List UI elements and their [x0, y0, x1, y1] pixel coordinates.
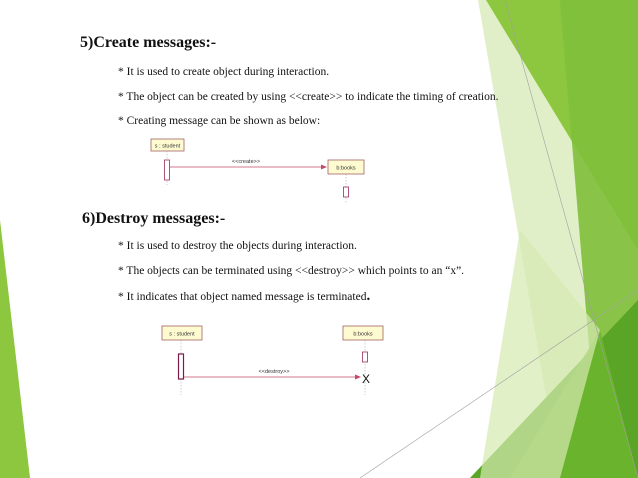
destroy-message-arrowhead [355, 375, 361, 380]
destroy-source-activation [179, 354, 184, 379]
destroy-source-object-label: s : student [169, 331, 195, 338]
create-bullet-2: * The object can be created by using <<create>> to indicate the timing of creation. [118, 91, 499, 103]
destroy-terminator-x-icon: X [361, 372, 371, 386]
destroy-target-object-label: b:books [353, 331, 373, 338]
create-target-object-label: b:books [336, 165, 356, 172]
destroy-bullet-2: * The objects can be terminated using <<destroy>> which points to an “x”. [118, 265, 465, 277]
section-title-create: 5)Create messages:- [80, 34, 217, 51]
destroy-bullet-3-text: * It indicates that object named message is terminated [118, 291, 367, 303]
section-title-destroy: 6)Destroy messages:- [82, 210, 226, 227]
destroy-bullet-3-end-mark: . [366, 288, 371, 304]
destroy-message-label: <<destroy>> [258, 369, 290, 375]
create-source-object-label: s : student [154, 143, 181, 150]
create-message-label: <<create>> [231, 159, 261, 165]
destroy-target-activation [363, 352, 368, 362]
create-bullet-3: * Creating message can be shown as below: [118, 115, 321, 127]
destroy-bullet-1: * It is used to destroy the objects during interaction. [118, 240, 357, 252]
create-bullet-1: * It is used to create object during interaction. [118, 66, 330, 78]
